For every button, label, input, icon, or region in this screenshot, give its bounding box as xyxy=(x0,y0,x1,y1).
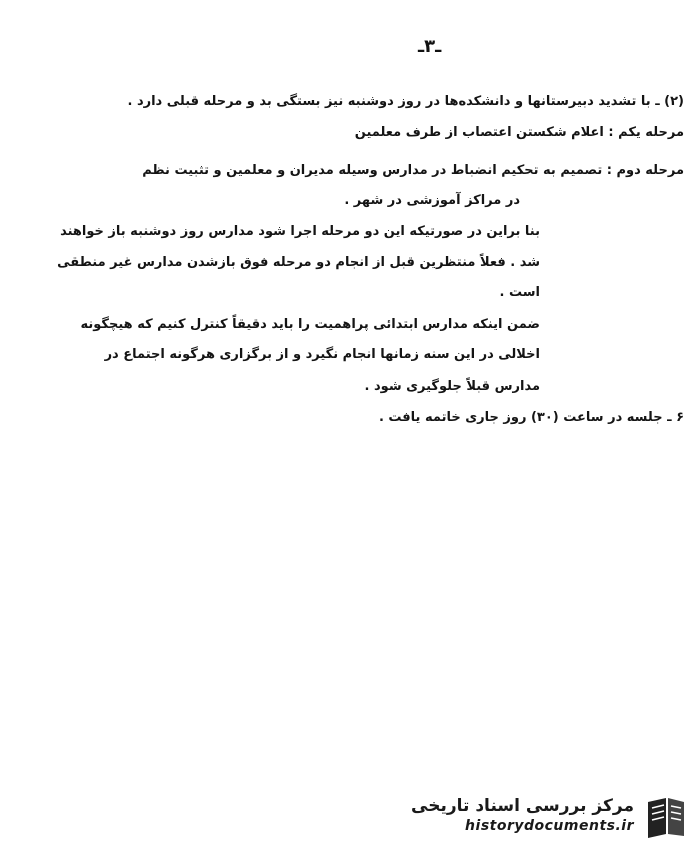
watermark-title: مرکز بررسی اسناد تاریخی xyxy=(411,796,634,816)
page-number-mark: ـ۳ـ xyxy=(418,36,442,57)
watermark xyxy=(400,794,690,840)
text-line-2: مرحله یکم : اعلام شکستن اعتصاب از طرف معلمین xyxy=(354,125,684,140)
book-pages-logo-icon xyxy=(642,794,690,840)
text-line-9: اخلالی در این سنه زمانها انجام نگیرد و از برگزاری هرگونه اجتماع در xyxy=(104,347,540,362)
text-line-3: مرحله دوم : تصمیم به تحکیم انضباط در مدارس وسیله مدیران و معلمین و تثبیت نظم xyxy=(142,163,684,178)
text-line-1: (۲) ـ با تشدید دبیرستانها و دانشکده‌ها در روز دوشنبه نیز بستگی بد و مرحله قبلی دارد . xyxy=(127,94,684,109)
text-line-5: بنا براین در صورتیکه این دو مرحله اجرا شود مدارس روز دوشنبه باز خواهند xyxy=(60,224,540,239)
text-line-10: مدارس قبلاً جلوگیری شود . xyxy=(364,379,540,394)
watermark-url: historydocuments.ir xyxy=(465,818,634,834)
text-line-7: است . xyxy=(499,285,540,300)
text-line-6: شد . فعلاً منتظرین قبل از انجام دو مرحله فوق بازشدن مدارس غیر منطقی xyxy=(57,255,540,270)
text-line-8: ضمن اینکه مدارس ابتدائی پراهمیت را باید دقیقاً کنترل کنیم که هیچگونه xyxy=(80,317,540,332)
text-line-4: در مراکز آموزشی در شهر . xyxy=(344,193,520,208)
text-line-11: ۶ ـ جلسه در ساعت (۳۰) روز جاری خاتمه یافت . xyxy=(378,410,684,425)
